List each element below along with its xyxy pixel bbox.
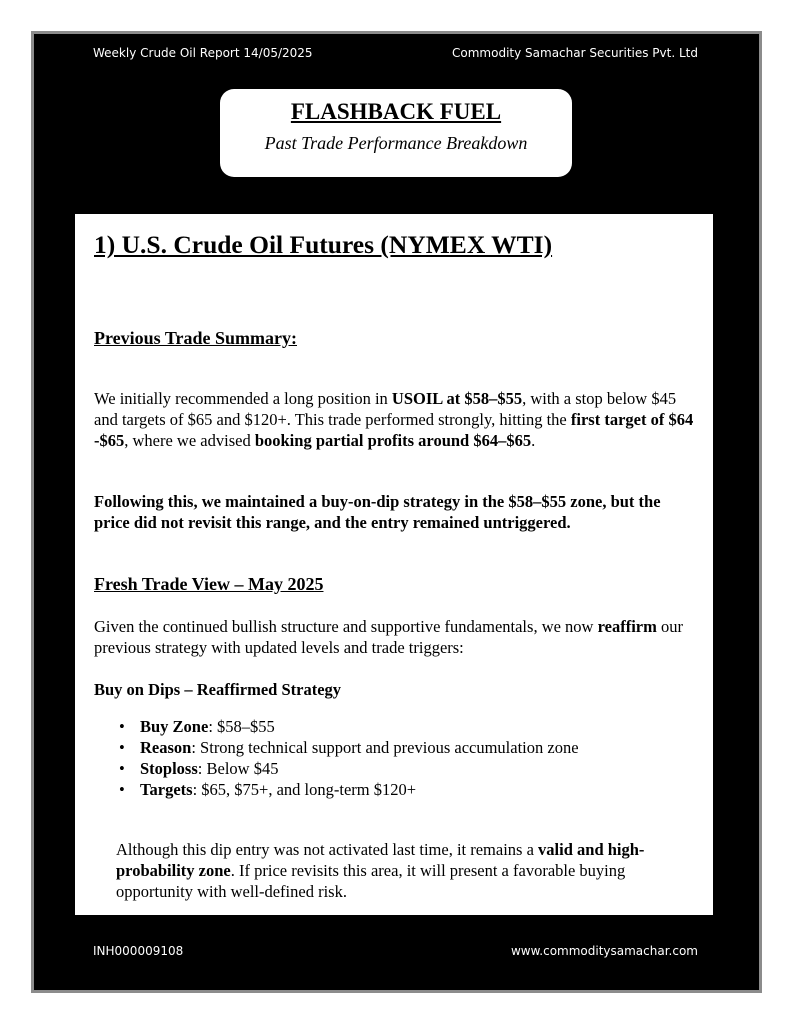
content-panel <box>75 214 713 915</box>
title-box <box>220 89 572 177</box>
company-name-header: Commodity Samachar Securities Pvt. Ltd <box>452 46 698 60</box>
list-item: • Reason: Strong technical support and previous accumulation zone <box>119 738 579 757</box>
website-url: www.commoditysamachar.com <box>510 944 698 958</box>
previous-trade-followup: Following this, we maintained a buy-on-dip strategy in the $58–$55 zone, but the price did not revisit this range, and the entry remained untriggered. <box>94 492 661 532</box>
section-heading: 1) U.S. Crude Oil Futures (NYMEX WTI) <box>94 230 553 259</box>
strategy-list <box>119 716 689 800</box>
report-subtitle: Past Trade Performance Breakdown <box>264 133 528 153</box>
list-item: • Targets: $65, $75+, and long-term $120+ <box>119 780 417 799</box>
previous-trade-heading: Previous Trade Summary: <box>94 328 297 348</box>
report-title: FLASHBACK FUEL <box>290 99 502 124</box>
fresh-trade-heading: Fresh Trade View – May 2025 <box>94 574 324 594</box>
registration-number: INH000009108 <box>93 944 184 958</box>
previous-trade-paragraph: We initially recommended a long position in USOIL at $58–$55, with a stop below $45 and targets of $65 and $120+. This trade performed strongly, hitting the first target of $64 -$65, where we advised booking partial profits around $64–$65. <box>94 389 694 450</box>
report-date-header: Weekly Crude Oil Report 14/05/2025 <box>93 46 313 60</box>
list-item: • Stoploss: Below $45 <box>119 759 279 778</box>
strategy-heading: Buy on Dips – Reaffirmed Strategy <box>94 680 342 699</box>
list-item: • Buy Zone: $58–$55 <box>119 717 275 736</box>
fresh-trade-paragraph: Given the continued bullish structure and supportive fundamentals, we now reaffirm our previous strategy with updated levels and trade triggers: <box>94 617 683 657</box>
closing-paragraph: Although this dip entry was not activated last time, it remains a valid and high-probability zone. If price revisits this area, it will present a favorable buying opportunity with well-defined risk. <box>116 840 645 901</box>
